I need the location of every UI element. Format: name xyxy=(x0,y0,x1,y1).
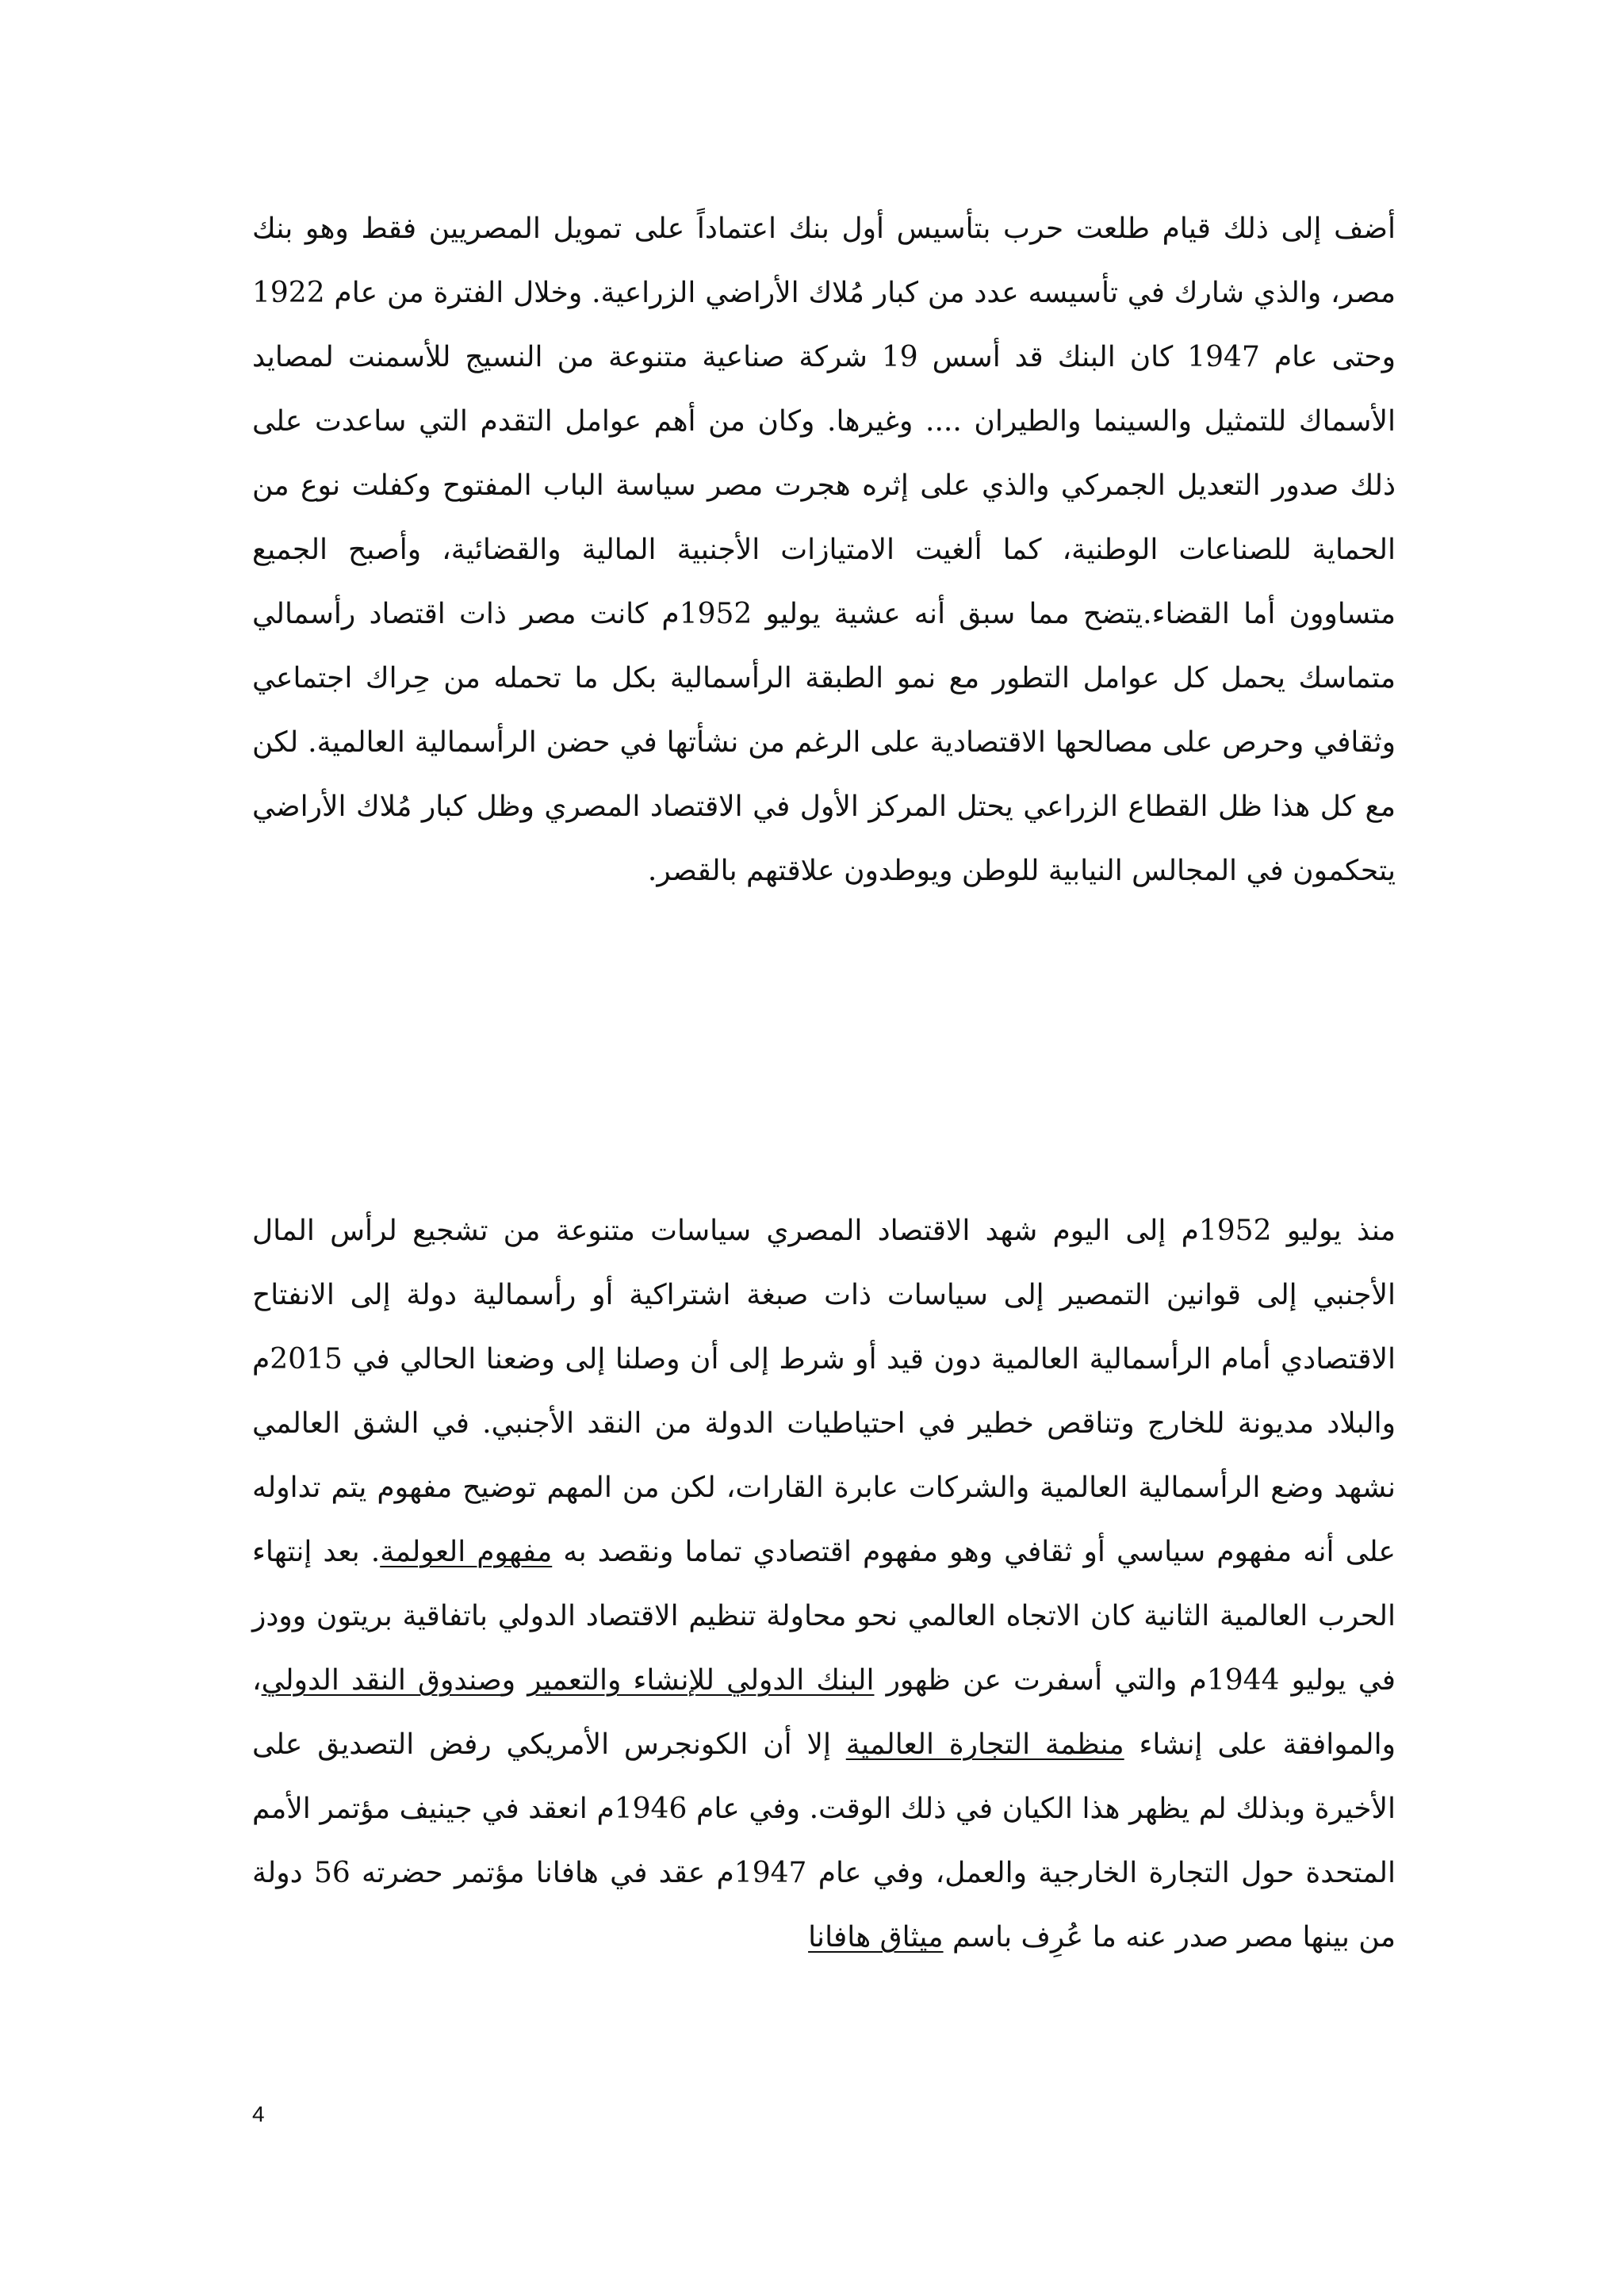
link-world-bank[interactable]: البنك الدولي للإنشاء والتعمير xyxy=(527,1664,875,1697)
paragraph-2-text-2: . بعد إنتهاء الحرب العالمية الثانية كان الاتجاه العالمي نحو محاولة تنظيم الاقتصاد الدولي باتفاقية بريتون وودز في يوليو 1944م والتي أسفرت عن ظهور xyxy=(252,1536,1396,1697)
link-wto[interactable]: منظمة التجارة العالمية xyxy=(845,1728,1124,1761)
paragraph-2-text-4: ، والموافقة على إنشاء xyxy=(252,1664,1396,1761)
paragraph-2-text-3: و xyxy=(501,1664,528,1697)
page-number: 4 xyxy=(252,2102,265,2126)
paragraph-egypt-banking-history xyxy=(252,197,1396,903)
paragraph-2-text-5: إلا أن الكونجرس الأمريكي رفض التصديق على الأخيرة وبذلك لم يظهر هذا الكيان في ذلك الوقت. وفي عام 1946م انعقد في جينيف مؤتمر الأمم المتحدة حول التجارة الخارجية والعمل، وفي عام 1947م عقد في هافانا مؤتمر حضرته 56 دولة من بينها مصر صدر عنه ما عُرِف باسم xyxy=(252,1728,1396,1954)
link-globalization[interactable]: مفهوم العولمة xyxy=(380,1536,553,1568)
link-havana-charter[interactable]: ميثاق هافانا xyxy=(808,1921,944,1954)
link-imf[interactable]: صندوق النقد الدولي xyxy=(261,1664,502,1697)
paragraph-1-text: أضف إلى ذلك قيام طلعت حرب بتأسيس أول بنك اعتماداً على تمويل المصريين فقط وهو بنك مصر، والذي شارك في تأسيسه عدد من كبار مُلاك الأراضي الزراعية. وخلال الفترة من عام 1922 وحتى عام 1947 كان البنك قد أسس 19 شركة صناعية متنوعة من النسيج للأسمنت لمصايد الأسماك للتمثيل والسينما والطيران .... وغيرها. وكان من أهم عوامل التقدم التي ساعدت على ذلك صدور التعديل الجمركي والذي على إثره هجرت مصر سياسة الباب المفتوح وكفلت نوع من الحماية للصناعات الوطنية، كما ألغيت الامتيازات الأجنبية المالية والقضائية، وأصبح الجميع متساوون أما القضاء.يتضح مما سبق أنه عشية يوليو 1952م كانت مصر ذات اقتصاد رأسمالي متماسك يحمل كل عوامل التطور مع نمو الطبقة الرأسمالية بكل ما تحمله من حِراك اجتماعي وثقافي وحرص على مصالحها الاقتصادية على الرغم من نشأتها في حضن الرأسمالية العالمية. لكن مع كل هذا ظل القطاع الزراعي يحتل المركز الأول في الاقتصاد المصري وظل كبار مُلاك الأراضي يتحكمون في المجالس النيابية للوطن ويوطدون علاقتهم بالقصر. xyxy=(252,212,1396,887)
paragraph-2-text-1: منذ يوليو 1952م إلى اليوم شهد الاقتصاد المصري سياسات متنوعة من تشجيع لرأس المال الأجنبي إلى قوانين التمصير إلى سياسات ذات صبغة اشتراكية أو رأسمالية دولة إلى الانفتاح الاقتصادي أمام الرأسمالية العالمية دون قيد أو شرط إلى أن وصلنا إلى وضعنا الحالي في 2015م والبلاد مديونة للخارج وتناقص خطير في احتياطيات الدولة من النقد الأجنبي. في الشق العالمي نشهد وضع الرأسمالية العالمية والشركات عابرة القارات، لكن من المهم توضيح مفهوم يتم تداوله على أنه مفهوم سياسي أو ثقافي وهو مفهوم اقتصادي تماما ونقصد به xyxy=(252,1215,1396,1568)
paragraph-economic-policies xyxy=(252,1199,1396,1969)
